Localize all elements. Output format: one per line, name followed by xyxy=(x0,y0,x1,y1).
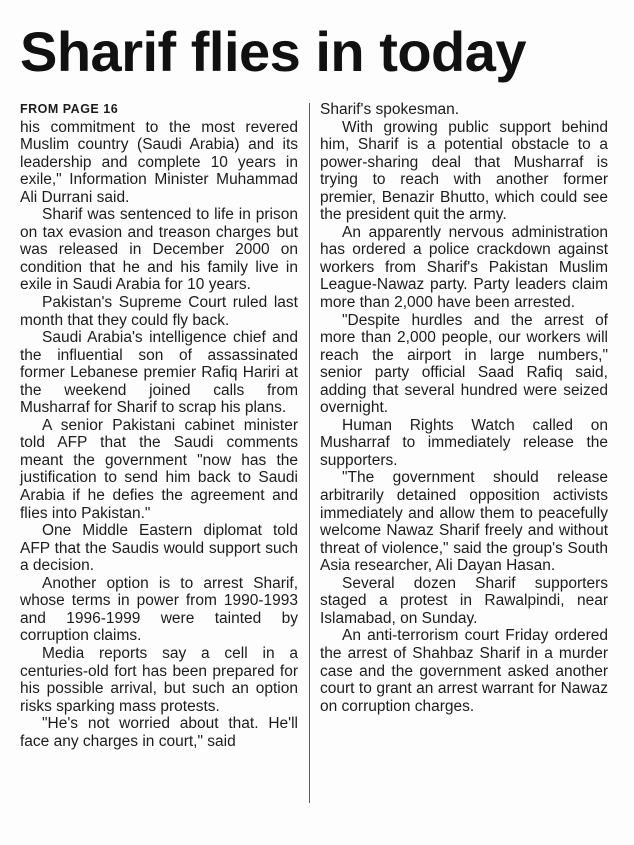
paragraph: his commitment to the most revered Muslim country (Saudi Arabia) and its leadership and complete 10 years in exile," Information Minister Muhammad Ali Durrani said. xyxy=(20,118,298,206)
paragraph: An apparently nervous administration has ordered a police crackdown against workers from Sharif's Pakistan Muslim League-Nawaz party. Party leaders claim more than 2,000 have been arrested. xyxy=(320,223,608,312)
paragraph: One Middle Eastern diplomat told AFP that the Saudis would support such a decision. xyxy=(20,522,298,575)
paragraph: Pakistan's Supreme Court ruled last month that they could fly back. xyxy=(20,294,298,329)
paragraph: Human Rights Watch called on Musharraf to immediately release the supporters. xyxy=(320,416,608,469)
paragraph: Another option is to arrest Sharif, whose terms in power from 1990-1993 and 1996-1999 were tainted by corruption claims. xyxy=(20,574,298,645)
left-column xyxy=(20,101,298,750)
paragraph: With growing public support behind him, Sharif is a potential obstacle to a power-sharing deal that Musharraf is trying to reach with another former premier, Benazir Bhutto, which could see the president quit the army. xyxy=(320,118,608,224)
paragraph: Media reports say a cell in a centuries-old fort has been prepared for his possible arrival, but such an option risks sparking mass protests. xyxy=(20,644,298,715)
right-column xyxy=(320,101,608,715)
paragraph: "He's not worried about that. He'll face any charges in court," said xyxy=(20,715,298,750)
headline: Sharif flies in today xyxy=(20,20,527,83)
jump-label: FROM PAGE 16 xyxy=(20,102,119,116)
column-divider xyxy=(309,103,310,803)
paragraph: Saudi Arabia's intelligence chief and the influential son of assassinated former Lebanese premier Rafiq Hariri at the weekend joined calls from Musharraf for Sharif to scrap his plans. xyxy=(20,329,298,417)
paragraph: Sharif's spokesman. xyxy=(320,101,460,118)
paragraph: "Despite hurdles and the arrest of more than 2,000 people, our workers will reach the airport in large numbers," senior party official Saad Rafiq said, adding that several hundred were seized overnight. xyxy=(320,311,608,417)
paragraph: Sharif was sentenced to life in prison on tax evasion and treason charges but was released in December 2000 on condition that he and his family live in exile in Saudi Arabia for 10 years. xyxy=(20,206,298,294)
paragraph: "The government should release arbitrarily detained opposition activists immediately and allow them to peacefully welcome Nawaz Sharif freely and without threat of violence," said the group's South Asia researcher, Ali Dayan Hasan. xyxy=(320,469,608,575)
paragraph: Several dozen Sharif supporters staged a protest in Rawalpindi, near Islamabad, on Sunday. xyxy=(320,574,608,627)
paragraph: A senior Pakistani cabinet minister told AFP that the Saudi comments meant the government "now has the justification to send him back to Saudi Arabia if he defies the agreement and flies into Pakistan." xyxy=(20,416,298,522)
paragraph: An anti-terrorism court Friday ordered the arrest of Shahbaz Sharif in a murder case and the government asked another court to grant an arrest warrant for Nawaz on corruption charges. xyxy=(320,627,608,715)
